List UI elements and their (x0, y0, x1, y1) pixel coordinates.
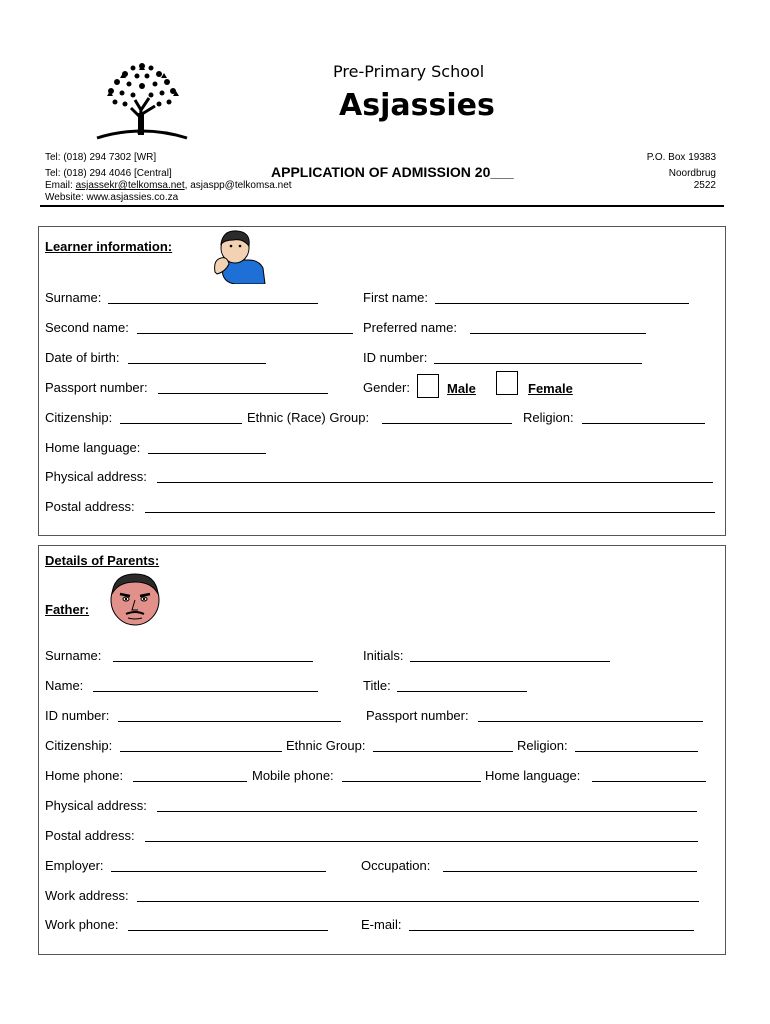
learner-gender-label: Gender: (363, 380, 410, 395)
father-name-field[interactable] (93, 691, 318, 692)
school-name: Asjassies (339, 88, 495, 123)
learner-postal-address-label: Postal address: (45, 499, 135, 514)
header-divider (40, 205, 724, 207)
learner-citizenship-field[interactable] (120, 423, 242, 424)
father-email-label: E-mail: (361, 917, 402, 932)
learner-religion-field[interactable] (582, 423, 705, 424)
learner-home-language-label: Home language: (45, 440, 141, 455)
father-home-language-label: Home language: (485, 768, 581, 783)
learner-physical-address-field[interactable] (157, 482, 713, 483)
father-title-field[interactable] (397, 691, 527, 692)
gender-male-checkbox[interactable] (417, 374, 439, 398)
learner-second-name-label: Second name: (45, 320, 129, 335)
father-religion-field[interactable] (575, 751, 698, 752)
father-home-phone-label: Home phone: (45, 768, 124, 783)
form-title: APPLICATION OF ADMISSION 20___ (271, 164, 514, 180)
learner-home-language-field[interactable] (148, 453, 266, 454)
father-work-phone-field[interactable] (128, 930, 328, 931)
website: Website: www.asjassies.co.za (45, 192, 179, 203)
gender-male-label: Male (447, 381, 476, 396)
father-mobile-phone-field[interactable] (342, 781, 481, 782)
learner-id-number-label: ID number: (363, 350, 428, 365)
father-id-number-label: ID number: (45, 708, 110, 723)
po-box: P.O. Box 19383 (646, 152, 716, 163)
learner-dob-label: Date of birth: (45, 350, 120, 365)
learner-section-title: Learner information: (45, 239, 173, 254)
father-title-label: Title: (363, 678, 391, 693)
learner-ethnic-label: Ethnic (Race) Group: (247, 410, 370, 425)
father-work-address-field[interactable] (137, 901, 699, 902)
gender-female-label: Female (528, 381, 573, 396)
learner-preferred-name-label: Preferred name: (363, 320, 457, 335)
learner-surname-field[interactable] (108, 303, 318, 304)
father-mobile-phone-label: Mobile phone: (252, 768, 334, 783)
learner-citizenship-label: Citizenship: (45, 410, 113, 425)
father-email-field[interactable] (409, 930, 694, 931)
learner-postal-address-field[interactable] (145, 512, 715, 513)
gender-female-checkbox[interactable] (496, 371, 518, 395)
father-postal-address-label: Postal address: (45, 828, 135, 843)
learner-passport-field[interactable] (158, 393, 328, 394)
father-name-label: Name: (45, 678, 84, 693)
father-physical-address-label: Physical address: (45, 798, 147, 813)
learner-id-number-field[interactable] (434, 363, 642, 364)
learner-preferred-name-field[interactable] (470, 333, 646, 334)
parents-section-title: Details of Parents: (45, 553, 160, 568)
father-initials-field[interactable] (410, 661, 610, 662)
learner-first-name-field[interactable] (435, 303, 689, 304)
child-thinking-icon (205, 228, 267, 284)
email-link-1[interactable]: asjassekr@telkomsa.net (75, 180, 185, 191)
learner-ethnic-field[interactable] (382, 423, 512, 424)
father-employer-field[interactable] (111, 871, 326, 872)
learner-religion-label: Religion: (523, 410, 574, 425)
school-logo-tree (95, 58, 190, 142)
father-work-phone-label: Work phone: (45, 917, 119, 932)
father-occupation-field[interactable] (443, 871, 697, 872)
father-ethnic-field[interactable] (373, 751, 513, 752)
learner-passport-label: Passport number: (45, 380, 148, 395)
tel-wr: Tel: (018) 294 7302 [WR] (45, 152, 157, 163)
father-physical-address-field[interactable] (157, 811, 697, 812)
school-subtitle: Pre-Primary School (333, 62, 485, 81)
father-home-language-field[interactable] (592, 781, 706, 782)
learner-surname-label: Surname: (45, 290, 102, 305)
tel-central: Tel: (018) 294 4046 [Central] (45, 168, 172, 179)
father-postal-address-field[interactable] (145, 841, 698, 842)
email-separator: , (184, 180, 191, 191)
father-work-address-label: Work address: (45, 888, 129, 903)
father-title: Father: (45, 602, 90, 617)
father-ethnic-label: Ethnic Group: (286, 738, 366, 753)
email-line (45, 180, 292, 192)
father-initials-label: Initials: (363, 648, 404, 663)
father-passport-label: Passport number: (366, 708, 469, 723)
father-face-icon (106, 570, 164, 626)
email-label: Email: (45, 180, 76, 191)
father-passport-field[interactable] (478, 721, 703, 722)
father-religion-label: Religion: (517, 738, 568, 753)
postcode: 2522 (693, 180, 716, 191)
town: Noordbrug (668, 168, 716, 179)
father-citizenship-field[interactable] (120, 751, 282, 752)
learner-dob-field[interactable] (128, 363, 266, 364)
father-surname-label: Surname: (45, 648, 102, 663)
father-id-number-field[interactable] (118, 721, 341, 722)
learner-physical-address-label: Physical address: (45, 469, 147, 484)
father-occupation-label: Occupation: (361, 858, 431, 873)
learner-first-name-label: First name: (363, 290, 429, 305)
learner-second-name-field[interactable] (137, 333, 353, 334)
father-employer-label: Employer: (45, 858, 104, 873)
father-surname-field[interactable] (113, 661, 313, 662)
email-link-2[interactable]: asjaspp@telkomsa.net (190, 180, 292, 191)
father-citizenship-label: Citizenship: (45, 738, 113, 753)
father-home-phone-field[interactable] (133, 781, 247, 782)
